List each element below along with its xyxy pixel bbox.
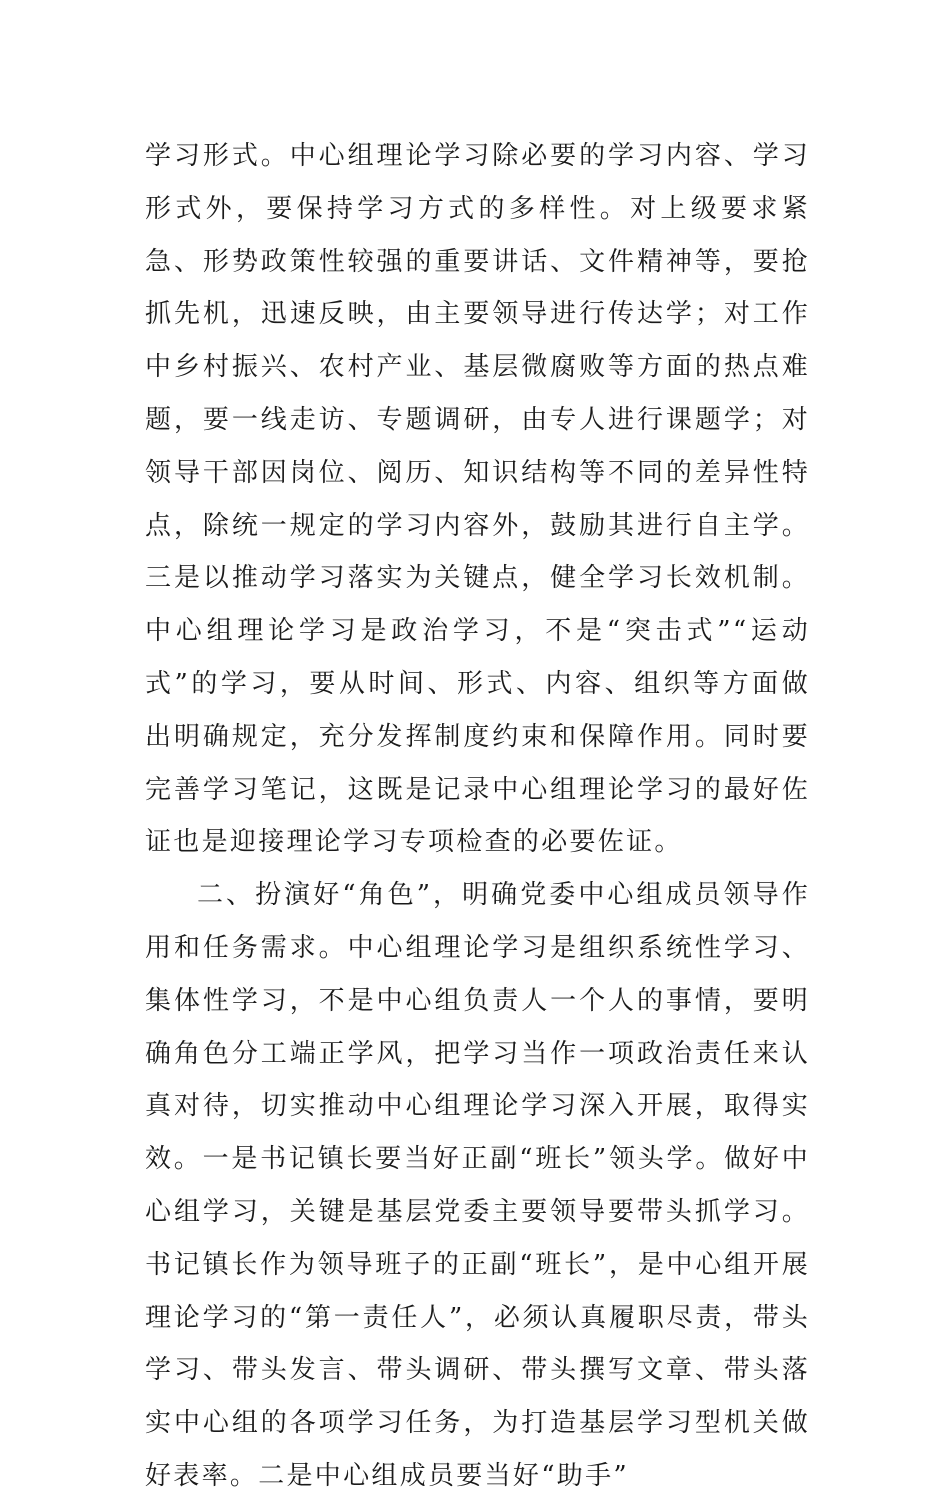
document-body <box>145 130 810 1503</box>
paragraph-section-two-roles: 二、扮演好“角色”，明确党委中心组成员领导作用和任务需求。中心组理论学习是组织系统性学习、集体性学习，不是中心组负责人一个人的事情，要明确角色分工端正学风，把学习当作一项政治责任来认真对待，切实推动中心组理论学习深入开展，取得实效。一是书记镇长要当好正副“班长”领头学。做好中心组学习，关键是基层党委主要领导要带头抓学习。书记镇长作为领导班子的正副“班长”，是中心组开展理论学习的“第一责任人”，必须认真履职尽责，带头学习、带头发言、带头调研、带头撰写文章、带头落实中心组的各项学习任务，为打造基层学习型机关做好表率。二是中心组成员要当好“助手” <box>145 880 810 1491</box>
paragraph-study-forms: 学习形式。中心组理论学习除必要的学习内容、学习形式外，要保持学习方式的多样性。对上级要求紧急、形势政策性较强的重要讲话、文件精神等，要抢抓先机，迅速反映，由主要领导进行传达学；对工作中乡村振兴、农村产业、基层微腐败等方面的热点难题，要一线走访、专题调研，由专人进行课题学；对领导干部因岗位、阅历、知识结构等不同的差异性特点，除统一规定的学习内容外，鼓励其进行自主学。三是以推动学习落实为关键点，健全学习长效机制。中心组理论学习是政治学习，不是“突击式”“运动式”的学习，要从时间、形式、内容、组织等方面做出明确规定，充分发挥制度约束和保障作用。同时要完善学习笔记，这既是记录中心组理论学习的最好佐证也是迎接理论学习专项检查的必要佐证。 <box>145 141 810 858</box>
